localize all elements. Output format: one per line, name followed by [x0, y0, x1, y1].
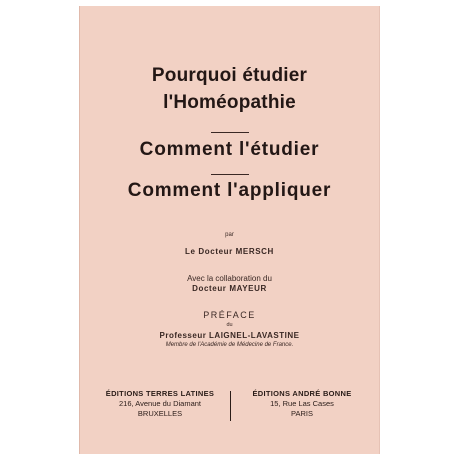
publisher-divider — [230, 391, 231, 421]
publisher-address: 216, Avenue du Diamant — [118, 399, 201, 408]
title-line-1: Pourquoi étudier — [151, 65, 308, 86]
publisher-name: ÉDITIONS ANDRÉ BONNE — [252, 389, 352, 398]
title-line-4: Comment l'appliquer — [127, 180, 332, 201]
title-divider-1 — [211, 132, 249, 133]
publisher-name: ÉDITIONS TERRES LATINES — [105, 389, 215, 398]
title-divider-2 — [211, 174, 249, 175]
collaboration-intro: Avec la collaboration du — [187, 274, 272, 283]
publisher-paris — [232, 389, 372, 419]
par-label: par — [225, 232, 234, 238]
preface-du: du — [226, 322, 233, 328]
preface-author-title: Membre de l'Académie de Médecine de France. — [165, 342, 294, 348]
title-line-3: Comment l'étudier — [139, 139, 320, 160]
publisher-city: BRUXELLES — [137, 409, 183, 418]
preface-label: PRÉFACE — [203, 310, 256, 320]
preface-author: Professeur LAIGNEL-LAVASTINE — [159, 331, 300, 340]
book-cover — [79, 6, 380, 454]
title-line-2: l'Homéopathie — [163, 92, 296, 113]
collaborator-name: Docteur MAYEUR — [192, 284, 267, 293]
author-name: Le Docteur MERSCH — [185, 247, 274, 256]
publisher-address: 15, Rue Las Cases — [270, 399, 334, 408]
publisher-city: PARIS — [291, 409, 313, 418]
publisher-brussels — [90, 389, 230, 419]
